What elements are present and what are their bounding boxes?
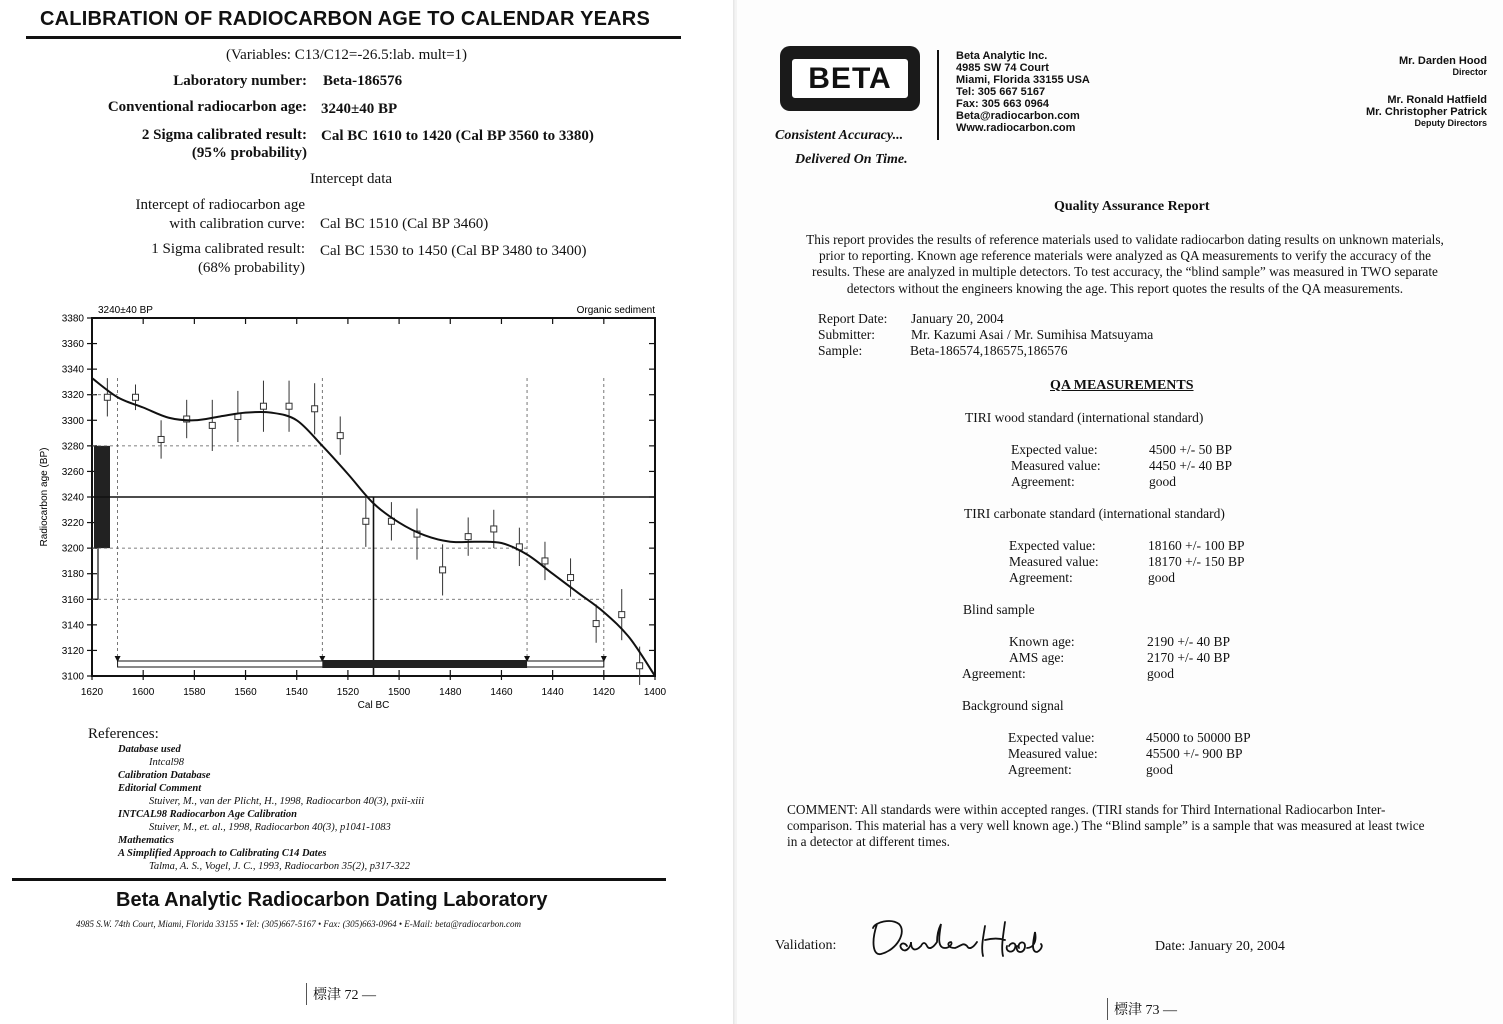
carbonate-expected-label: Expected value: [1009, 538, 1096, 553]
reference-heading: Database used [118, 744, 181, 755]
reference-heading: Editorial Comment [118, 783, 202, 794]
report-date-label: Report Date: [818, 311, 888, 326]
title-rule [26, 36, 681, 39]
header-divider [937, 50, 939, 140]
chart-material-label: Organic sediment [576, 305, 655, 316]
x-tick-label: 1440 [541, 687, 564, 698]
x-tick-label: 1500 [387, 687, 411, 698]
slogan-line1: Consistent Accuracy... [775, 128, 904, 143]
data-point [593, 621, 599, 627]
y-tick-label: 3340 [61, 364, 84, 376]
company-line: Beta@radiocarbon.com [956, 110, 1080, 122]
reference-heading: INTCAL98 Radiocarbon Age Calibration [118, 809, 298, 820]
carbonate-agreement-label: Agreement: [1009, 570, 1073, 585]
data-point [133, 394, 139, 400]
director-role: Director [1452, 67, 1487, 77]
wood-agreement-label: Agreement: [1011, 474, 1075, 489]
reference-item: Stuiver, M., van der Plicht, H., 1998, Radiocarbon 40(3), pxii-xiii [149, 796, 424, 807]
qa-report-page [737, 0, 1503, 1024]
blind-ams-value: 2170 +/- 40 BP [1147, 650, 1230, 665]
x-tick-label: 1580 [183, 687, 206, 698]
blind-known-label: Known age: [1009, 634, 1075, 649]
data-point [491, 526, 497, 532]
reference-heading: Calibration Database [118, 770, 211, 781]
y-tick-label: 3240 [61, 492, 84, 504]
wood-expected-label: Expected value: [1011, 442, 1098, 457]
x-tick-label: 1540 [285, 687, 308, 698]
y-tick-label: 3100 [61, 671, 84, 683]
y-tick-label: 3300 [61, 415, 84, 427]
deputy-name: Mr. Ronald Hatfield [1387, 94, 1487, 106]
intercept-label-line2: with calibration curve: [169, 216, 305, 232]
report-date-value: January 20, 2004 [911, 311, 1004, 326]
submitter-label: Submitter: [818, 327, 875, 342]
page-number-left: 標津 72 — [306, 983, 382, 1005]
intro-line: results. These are analyzed in multiple detectors. To test accuracy, the “blind sample” was measured in TWO separate [812, 264, 1438, 280]
company-line: Beta Analytic Inc. [956, 50, 1048, 62]
data-point [568, 575, 574, 581]
sigma2-value: Cal BC 1610 to 1420 (Cal BP 3560 to 3380) [321, 128, 594, 144]
calibration-chart [30, 295, 680, 720]
page-number-right: 標津 73 — [1107, 998, 1183, 1020]
slogan-line2: Delivered On Time. [795, 152, 908, 167]
blind-sample-title: Blind sample [963, 602, 1035, 617]
comment-line: COMMENT: All standards were within accepted ranges. (TIRI stands for Third International Radiocarbon Inter- [787, 802, 1386, 817]
sigma1-label-line2: (68% probability) [197, 260, 305, 276]
x-tick-label: 1420 [592, 687, 615, 698]
calibration-title: CALIBRATION OF RADIOCARBON AGE TO CALENDAR YEARS [40, 8, 650, 30]
sigma1-calendar-bar [322, 660, 527, 668]
x-tick-label: 1620 [80, 687, 104, 698]
report-title: Quality Assurance Report [1054, 199, 1210, 214]
data-point [286, 403, 292, 409]
y-tick-label: 3160 [61, 594, 84, 606]
carbonate-measured-value: 18170 +/- 150 BP [1148, 554, 1245, 569]
background-agreement-label: Agreement: [1008, 762, 1072, 777]
footer-rule [12, 878, 666, 881]
intercept-value: Cal BC 1510 (Cal BP 3460) [320, 216, 489, 232]
reference-heading: A Simplified Approach to Calibrating C14 Dates [118, 848, 327, 859]
background-measured-value: 45500 +/- 900 BP [1146, 746, 1243, 761]
y-tick-label: 3320 [61, 390, 84, 402]
intro-line: prior to reporting. Known age reference materials were analyzed as QA measurements to verify the accuracy of the [818, 248, 1432, 264]
x-tick-label: 1600 [132, 687, 155, 698]
signature-image [867, 912, 1047, 972]
x-tick-label: 1460 [490, 687, 513, 698]
wood-agreement-value: good [1149, 474, 1176, 489]
reference-item: Intcal98 [149, 757, 184, 768]
conventional-age-value: 3240±40 BP [321, 101, 398, 117]
carbonate-agreement-value: good [1148, 570, 1175, 585]
carbonate-expected-value: 18160 +/- 100 BP [1148, 538, 1245, 553]
wood-measured-label: Measured value: [1011, 458, 1101, 473]
deputy-name: Mr. Christopher Patrick [1365, 106, 1487, 118]
validation-date: Date: January 20, 2004 [1155, 939, 1285, 954]
reference-heading: Mathematics [118, 835, 175, 846]
blind-known-value: 2190 +/- 40 BP [1147, 634, 1230, 649]
sigma2-label-line2: (95% probability) [191, 145, 307, 161]
lab-number-value: Beta-186576 [323, 73, 403, 89]
data-point [637, 663, 643, 669]
x-tick-label: 1400 [643, 687, 667, 698]
data-point [260, 403, 266, 409]
company-line: Www.radiocarbon.com [956, 122, 1076, 134]
beta-logo [780, 46, 920, 111]
y-tick-label: 3180 [61, 569, 84, 581]
background-signal-title: Background signal [962, 698, 1064, 713]
intro-paragraph [787, 232, 1463, 297]
submitter-value: Mr. Kazumi Asai / Mr. Sumihisa Matsuyama [911, 327, 1154, 342]
y-tick-label: 3280 [61, 441, 84, 453]
background-measured-label: Measured value: [1008, 746, 1098, 761]
conventional-age-label: Conventional radiocarbon age: [107, 99, 307, 115]
company-line: Miami, Florida 33155 USA [956, 74, 1090, 86]
lab-name: Beta Analytic Radiocarbon Dating Laboratory [116, 889, 548, 911]
validation-label: Validation: [775, 938, 837, 953]
qa-measurements-heading: QA MEASUREMENTS [1050, 378, 1194, 393]
wood-standard-title: TIRI wood standard (international standard) [965, 410, 1204, 425]
x-tick-label: 1480 [439, 687, 462, 698]
data-point [337, 433, 343, 439]
blind-agreement-label: Agreement: [962, 666, 1026, 681]
calibration-page [0, 0, 735, 1024]
carbonate-standard-title: TIRI carbonate standard (international standard) [964, 506, 1225, 521]
data-point [312, 406, 318, 412]
reference-item: Talma, A. S., Vogel, J. C., 1993, Radiocarbon 35(2), p317-322 [149, 861, 411, 872]
y-tick-label: 3120 [61, 645, 84, 657]
y-tick-label: 3380 [61, 313, 84, 325]
staff-list [1366, 55, 1487, 129]
intro-line: This report provides the results of reference materials used to validate radiocarbon dating results on unknown materials, [806, 232, 1444, 247]
data-point [440, 567, 446, 573]
y-tick-label: 3260 [61, 466, 84, 478]
variables-line: (Variables: C13/C12=-26.5:lab. mult=1) [226, 47, 468, 63]
data-point [158, 436, 164, 442]
intercept-label [136, 196, 306, 234]
intercept-heading: Intercept data [310, 171, 393, 187]
data-point [104, 394, 110, 400]
y-axis-label: Radiocarbon age (BP) [39, 447, 50, 547]
y-tick-label: 3360 [61, 339, 84, 351]
data-point [209, 422, 215, 428]
y-tick-label: 3140 [61, 620, 84, 632]
sample-label: Sample: [818, 343, 863, 358]
references-heading: References: [88, 726, 159, 742]
data-point [542, 558, 548, 564]
blind-agreement-value: good [1147, 666, 1174, 681]
chart-age-label: 3240±40 BP [98, 305, 153, 316]
company-address [956, 50, 1090, 134]
lab-number-label: Laboratory number: [173, 73, 307, 89]
lab-address: 4985 S.W. 74th Court, Miami, Florida 33155 • Tel: (305)667-5167 • Fax: (305)663-0964 • E-Mail: beta@radiocarbon.com [76, 919, 522, 929]
comment-line: in a detector at different times. [787, 834, 950, 850]
background-agreement-value: good [1146, 762, 1173, 777]
company-line: Tel: 305 667 5167 [956, 86, 1046, 98]
beta-logo-text: BETA [808, 61, 892, 95]
comment-paragraph [787, 802, 1477, 851]
x-tick-label: 1520 [336, 687, 360, 698]
director-name: Mr. Darden Hood [1398, 55, 1487, 67]
background-expected-value: 45000 to 50000 BP [1146, 730, 1251, 745]
company-line: Fax: 305 663 0964 [956, 98, 1049, 110]
x-axis-label: Cal BC [357, 700, 390, 711]
blind-ams-label: AMS age: [1009, 650, 1065, 665]
sigma2-label-line1: 2 Sigma calibrated result: [141, 127, 307, 143]
carbonate-measured-label: Measured value: [1009, 554, 1099, 569]
sigma1-label [151, 240, 305, 278]
x-tick-label: 1560 [234, 687, 257, 698]
company-line: 4985 SW 74 Court [956, 62, 1049, 74]
sigma1-value: Cal BC 1530 to 1450 (Cal BP 3480 to 3400) [320, 243, 587, 259]
y-tick-label: 3220 [61, 518, 84, 530]
sigma2-label [142, 126, 307, 162]
wood-expected-value: 4500 +/- 50 BP [1149, 442, 1232, 457]
data-point [619, 612, 625, 618]
wood-measured-value: 4450 +/- 40 BP [1149, 458, 1232, 473]
intercept-label-line1: Intercept of radiocarbon age [135, 197, 305, 213]
background-expected-label: Expected value: [1008, 730, 1095, 745]
sample-value: Beta-186574,186575,186576 [910, 343, 1068, 358]
data-point [465, 534, 471, 540]
y-tick-label: 3200 [61, 543, 84, 555]
reference-item: Stuiver, M., et. al., 1998, Radiocarbon 40(3), p1041-1083 [149, 822, 391, 833]
deputy-role: Deputy Directors [1414, 118, 1487, 128]
intro-line: detectors without the engineers knowing the age. This report quotes the results of the QA measurements. [846, 280, 1404, 296]
data-point [363, 518, 369, 524]
sigma1-label-line1: 1 Sigma calibrated result: [151, 241, 305, 257]
comment-line: comparison. This material has a very well known age.) The “Blind sample” is a sample that was measured at least twice [787, 818, 1425, 834]
